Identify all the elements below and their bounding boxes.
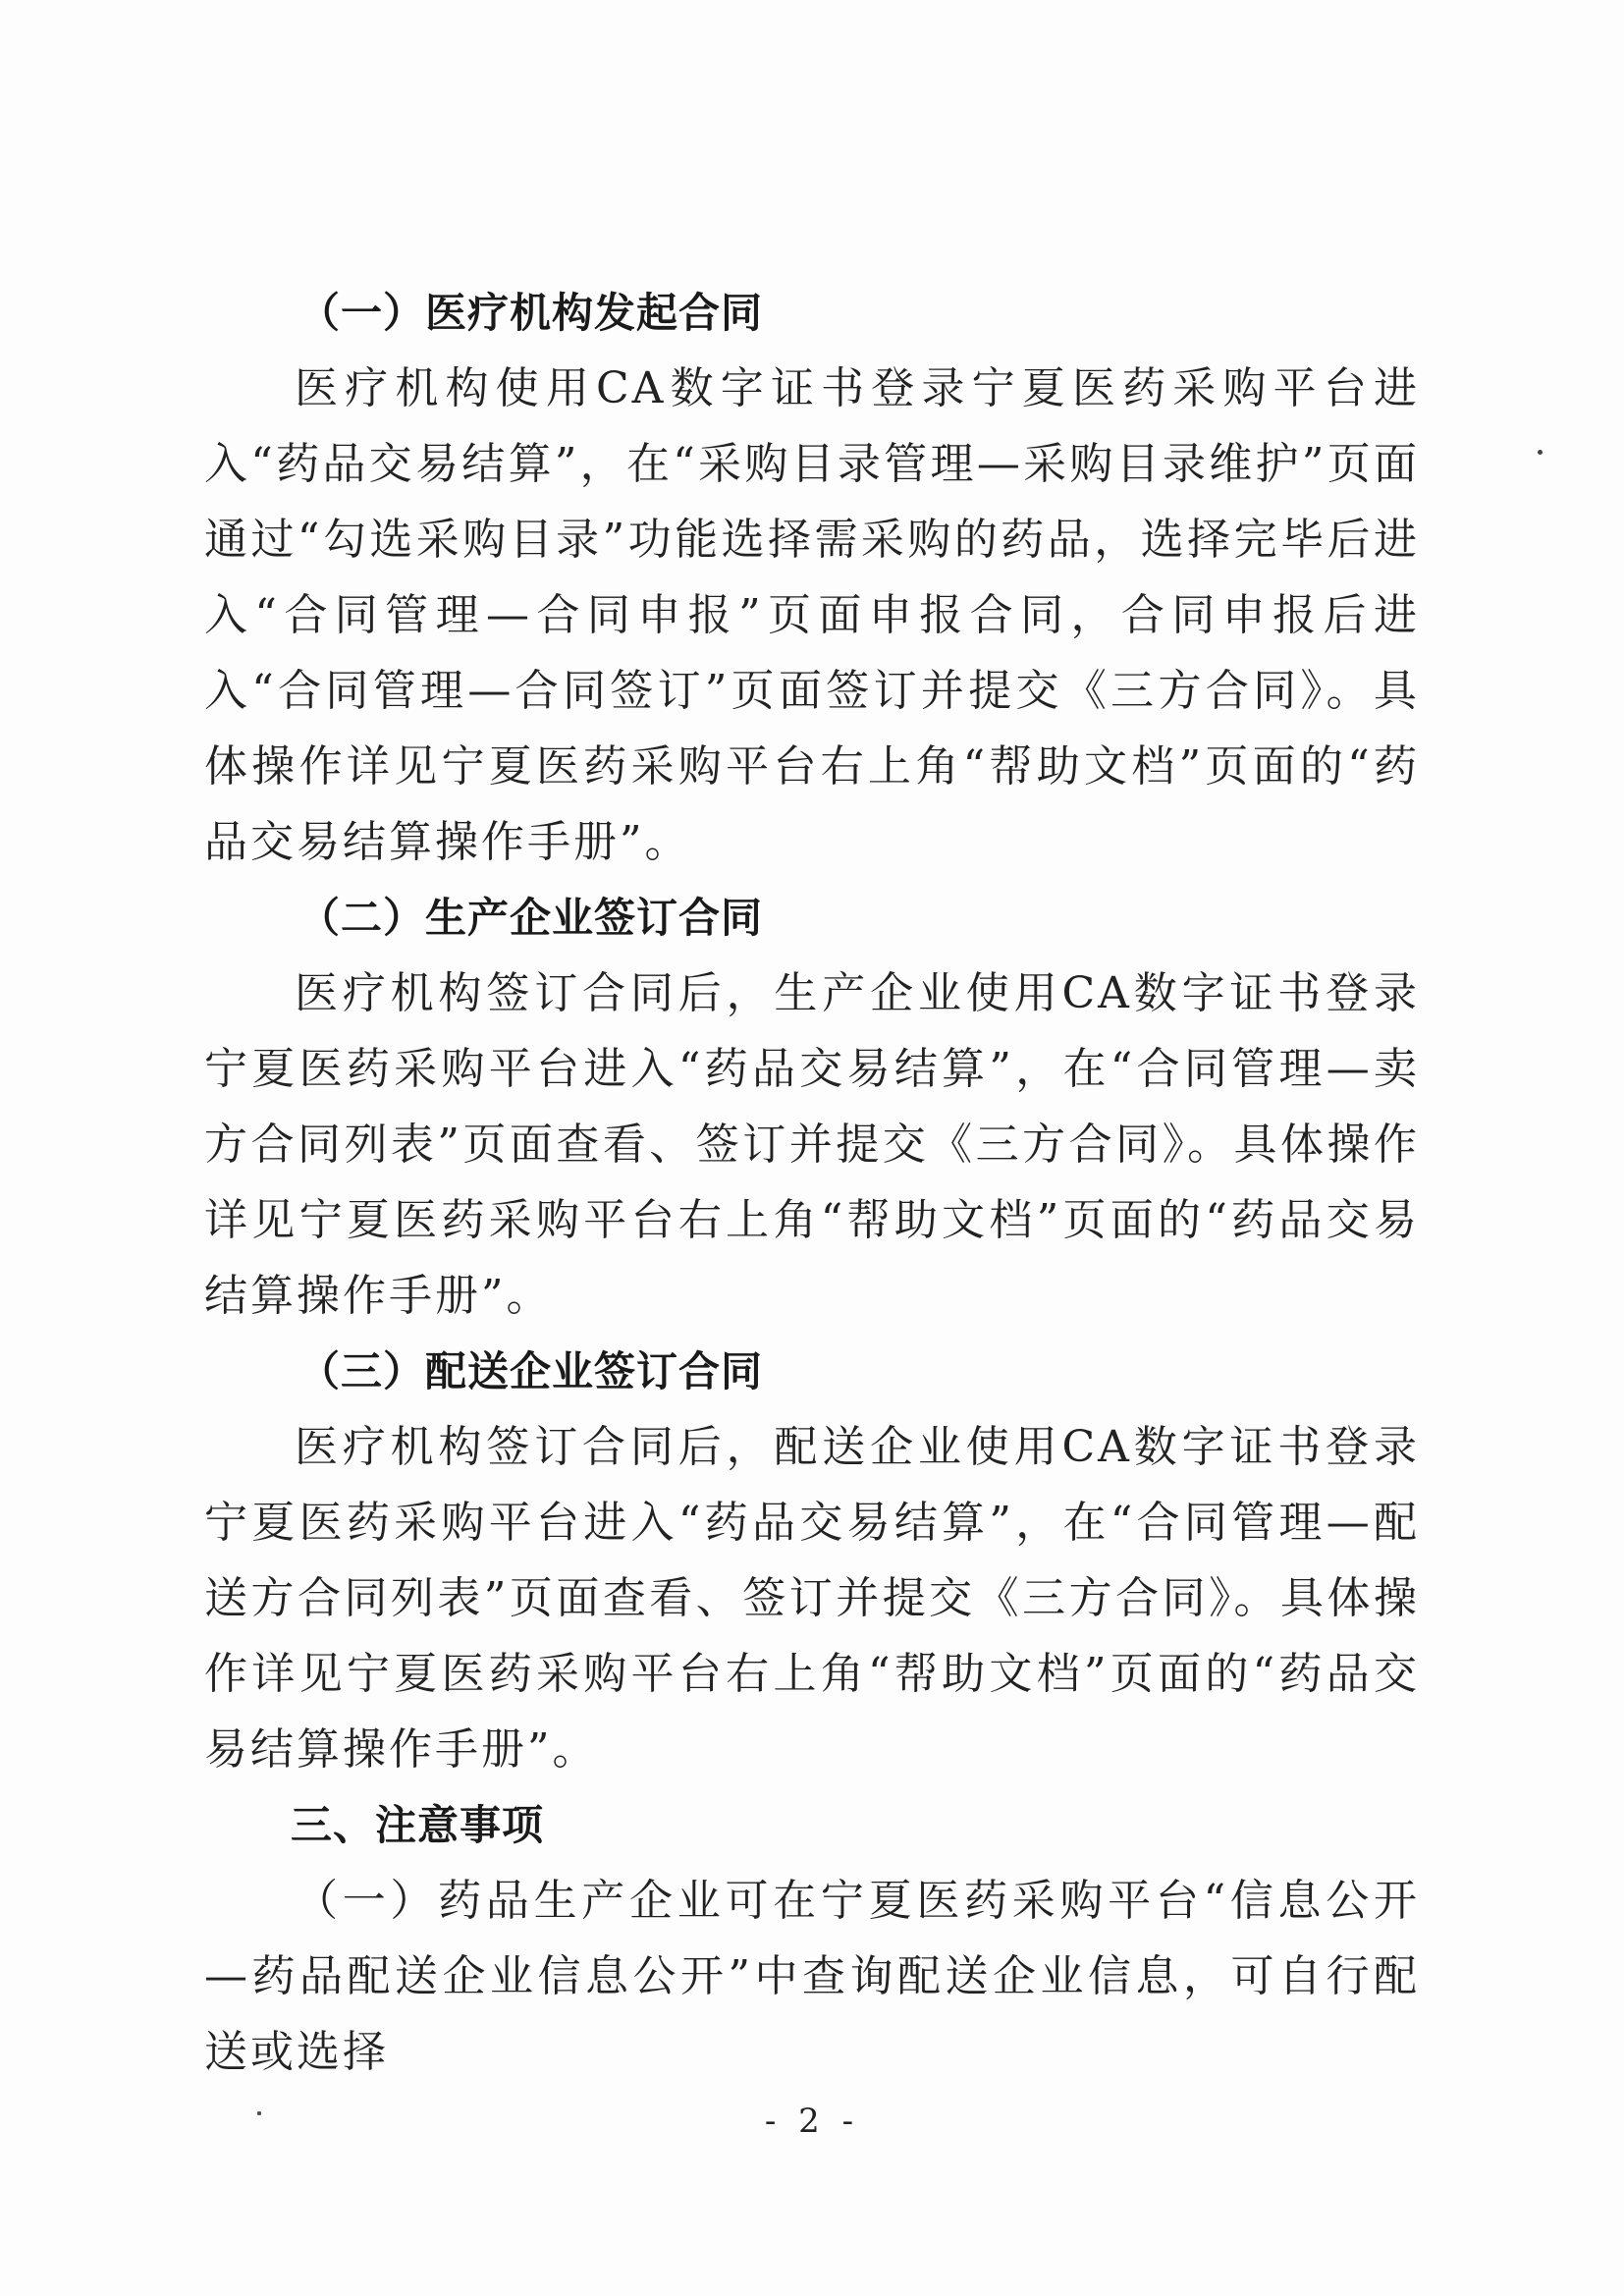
section-2-heading: （二）生产企业签订合同 xyxy=(298,894,764,942)
page-number: - 2 - xyxy=(764,2102,860,2141)
section-1-heading: （一）医疗机构发起合同 xyxy=(298,289,764,337)
section-3-heading: （三）配送企业签订合同 xyxy=(298,1347,764,1395)
section-2-paragraph: 医疗机构签订合同后，生产企业使用CA数字证书登录宁夏医药采购平台进入“药品交易结算”，在“合同管理—卖方合同列表”页面查看、签订并提交《三方合同》。具体操作详见宁夏医药采购平台右上角“帮助文档”页面的“药品交易结算操作手册”。 xyxy=(204,968,1420,1321)
notes-heading: 三、注意事项 xyxy=(291,1801,545,1849)
scan-speck xyxy=(1538,450,1543,455)
section-3-paragraph: 医疗机构签订合同后，配送企业使用CA数字证书登录宁夏医药采购平台进入“药品交易结算”，在“合同管理—配送方合同列表”页面查看、签订并提交《三方合同》。具体操作详见宁夏医药采购平台右上角“帮助文档”页面的“药品交易结算操作手册”。 xyxy=(204,1422,1420,1775)
notes-paragraph: （一）药品生产企业可在宁夏医药采购平台“信息公开—药品配送企业信息公开”中查询配送企业信息，可自行配送或选择 xyxy=(204,1876,1420,2077)
scan-speck xyxy=(257,2111,261,2115)
section-1-paragraph: 医疗机构使用CA数字证书登录宁夏医药采购平台进入“药品交易结算”，在“采购目录管理—采购目录维护”页面通过“勾选采购目录”功能选择需采购的药品，选择完毕后进入“合同管理—合同申报”页面申报合同，合同申报后进入“合同管理—合同签订”页面签订并提交《三方合同》。具体操作详见宁夏医药采购平台右上角“帮助文档”页面的“药品交易结算操作手册”。 xyxy=(204,363,1420,867)
document-body xyxy=(204,275,1420,2090)
